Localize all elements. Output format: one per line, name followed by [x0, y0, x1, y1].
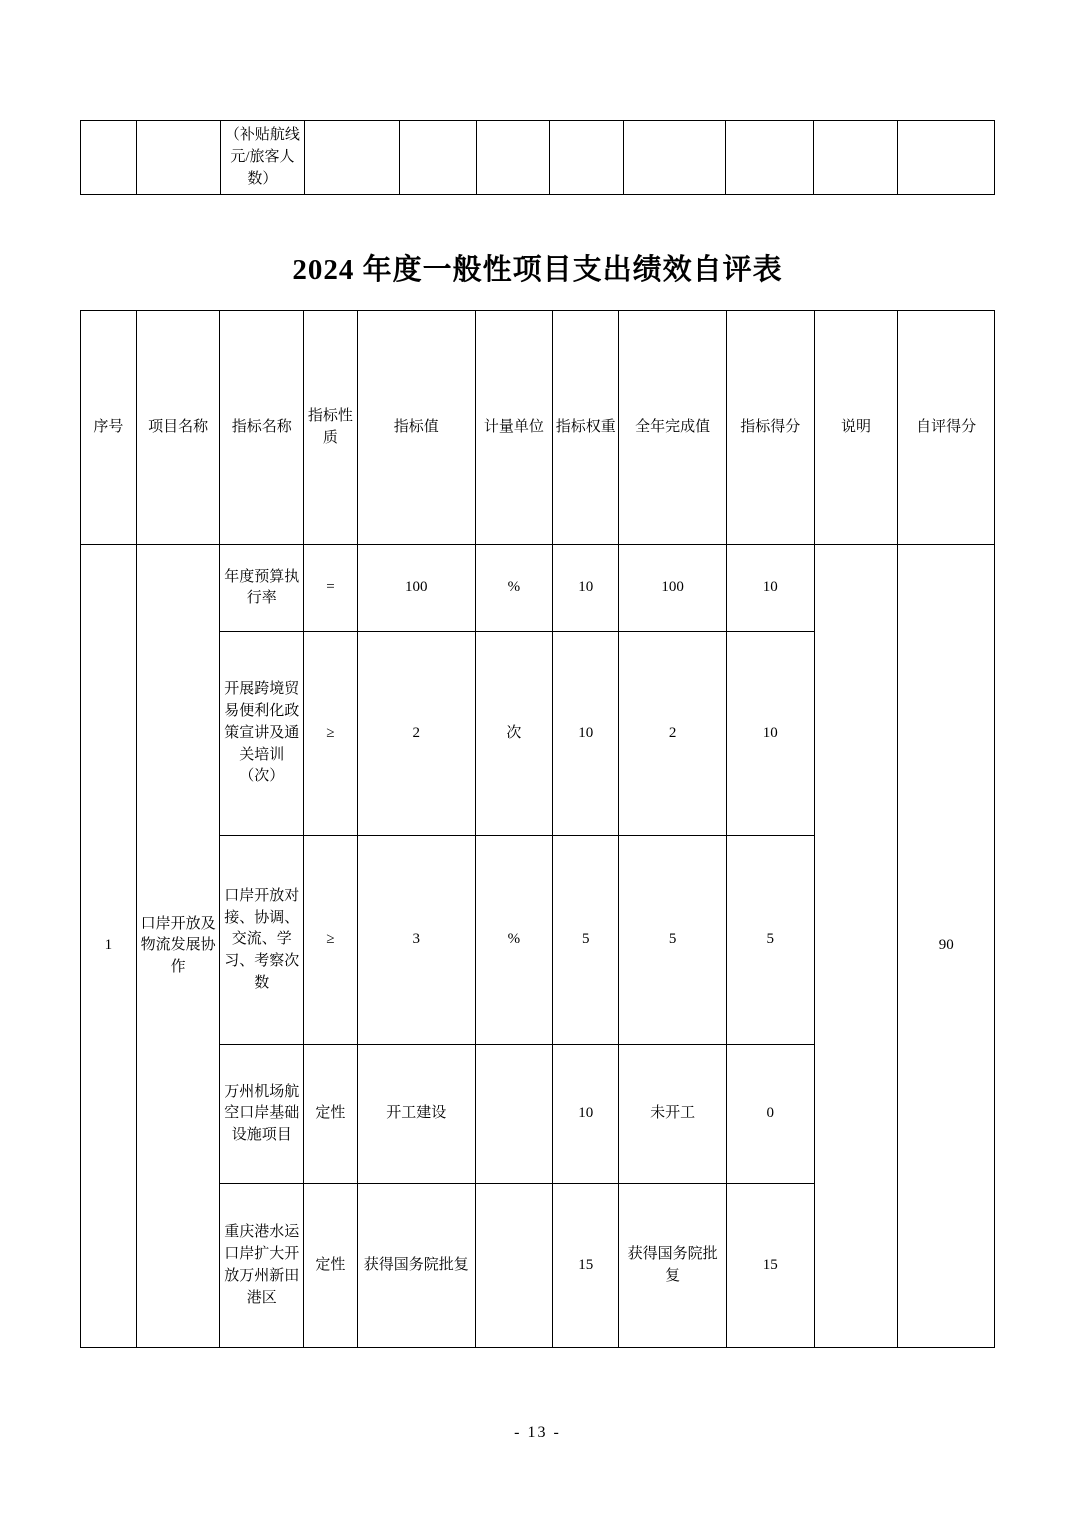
cell-annual-value: 未开工	[619, 1045, 726, 1184]
cell-weight: 10	[552, 632, 619, 836]
cell-weight: 10	[552, 1045, 619, 1184]
cell-indicator-nature: =	[304, 545, 358, 632]
cell-indicator-value: 获得国务院批复	[357, 1184, 475, 1348]
cell-weight: 15	[552, 1184, 619, 1348]
cell-weight: 10	[552, 545, 619, 632]
header-indicator-value: 指标值	[357, 311, 475, 545]
cell-project-name: 口岸开放及物流发展协作	[136, 545, 220, 1348]
table-header-row	[81, 311, 995, 545]
continued-cell-score	[725, 121, 813, 195]
cell-annual-value: 2	[619, 632, 726, 836]
cell-score: 15	[726, 1184, 814, 1348]
cell-indicator-name: 年度预算执行率	[220, 545, 304, 632]
cell-indicator-value: 3	[357, 836, 475, 1045]
header-annual-value: 全年完成值	[619, 311, 726, 545]
cell-unit: %	[475, 836, 552, 1045]
cell-indicator-name: 开展跨境贸易便利化政策宣讲及通关培训（次）	[220, 632, 304, 836]
header-seq: 序号	[81, 311, 137, 545]
continued-cell-seq	[81, 121, 137, 195]
cell-indicator-value: 100	[357, 545, 475, 632]
cell-score: 0	[726, 1045, 814, 1184]
continued-cell-indicator-name: （补贴航线元/旅客人数）	[220, 121, 304, 195]
cell-unit: 次	[475, 632, 552, 836]
cell-indicator-name: 重庆港水运口岸扩大开放万州新田港区	[220, 1184, 304, 1348]
continued-cell-self-score	[898, 121, 995, 195]
continued-table	[80, 120, 995, 195]
cell-score: 5	[726, 836, 814, 1045]
cell-unit	[475, 1184, 552, 1348]
continued-cell-unit	[477, 121, 550, 195]
cell-seq: 1	[81, 545, 137, 1348]
continued-cell-value	[399, 121, 477, 195]
continued-cell-weight	[550, 121, 623, 195]
cell-indicator-name: 口岸开放对接、协调、交流、学习、考察次数	[220, 836, 304, 1045]
header-unit: 计量单位	[475, 311, 552, 545]
header-indicator-nature: 指标性质	[304, 311, 358, 545]
cell-indicator-nature: 定性	[304, 1184, 358, 1348]
continued-cell-remark	[814, 121, 898, 195]
cell-score: 10	[726, 632, 814, 836]
header-project-name: 项目名称	[136, 311, 220, 545]
cell-annual-value: 5	[619, 836, 726, 1045]
continued-cell-project	[136, 121, 220, 195]
performance-self-evaluation-table	[80, 310, 995, 1348]
header-remark: 说明	[814, 311, 898, 545]
cell-weight: 5	[552, 836, 619, 1045]
continued-cell-annual	[623, 121, 725, 195]
cell-indicator-nature: 定性	[304, 1045, 358, 1184]
continued-cell-nature	[304, 121, 399, 195]
cell-indicator-name: 万州机场航空口岸基础设施项目	[220, 1045, 304, 1184]
page-title: 2024 年度一般性项目支出绩效自评表	[292, 254, 783, 287]
table-row	[81, 545, 995, 632]
cell-annual-value: 100	[619, 545, 726, 632]
cell-indicator-value: 开工建设	[357, 1045, 475, 1184]
header-self-score: 自评得分	[898, 311, 995, 545]
header-score: 指标得分	[726, 311, 814, 545]
cell-annual-value: 获得国务院批复	[619, 1184, 726, 1348]
header-indicator-name: 指标名称	[220, 311, 304, 545]
cell-indicator-value: 2	[357, 632, 475, 836]
continued-table-section	[80, 0, 995, 195]
table-row	[81, 121, 995, 195]
cell-score: 10	[726, 545, 814, 632]
cell-self-score: 90	[898, 545, 995, 1348]
cell-remark	[814, 545, 898, 1348]
cell-indicator-nature: ≥	[304, 836, 358, 1045]
cell-unit	[475, 1045, 552, 1184]
cell-unit: %	[475, 545, 552, 632]
header-weight: 指标权重	[552, 311, 619, 545]
cell-indicator-nature: ≥	[304, 632, 358, 836]
page-number: - 13 -	[514, 1424, 561, 1441]
